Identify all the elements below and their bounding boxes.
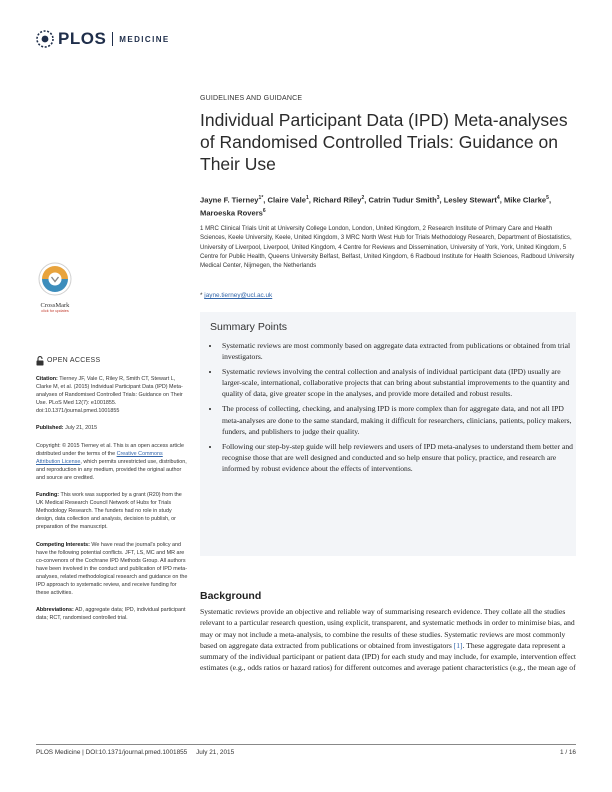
author-affiliation-marker: 4 bbox=[496, 195, 500, 201]
open-access-label: OPEN ACCESS bbox=[47, 356, 101, 364]
author-name[interactable]: Claire Vale bbox=[267, 195, 306, 205]
author-affiliation-marker: 2 bbox=[361, 195, 365, 201]
author-affiliation-marker: 6 bbox=[262, 208, 266, 215]
summary-point: • Systematic reviews are most commonly based on aggregate data extracted from publications or obtained from trial investigators. bbox=[220, 340, 576, 362]
article-metadata bbox=[36, 356, 188, 631]
published-date: July 21, 2015 bbox=[65, 425, 98, 432]
author-name[interactable]: Lesley Stewart bbox=[443, 195, 497, 205]
corresponding-email-link[interactable]: jayne.tierney@ucl.ac.uk bbox=[204, 292, 273, 299]
summary-point: • The process of collecting, checking, and analysing IPD is more complex than for aggregate data, and not all IPD meta-analyses are done to the same standard, making it difficult for researchers, clinicians, patients, policy makers, funders, and publishers to judge their quality. bbox=[220, 403, 576, 436]
competing-text: We have read the journal's policy and have the following potential conflicts. JFT, LS, MC and MR are co-convenors of the Cochrane IPD Methods Group. All authors have been involved in the conduct and publication of IPD meta-analyses, related methodological research and guidance on the IPD approach to systematic review, and receive funding for these activities. bbox=[36, 541, 188, 597]
page-number: 1 / 16 bbox=[560, 749, 576, 756]
crossmark-badge[interactable] bbox=[36, 262, 74, 313]
summary-point: • Systematic reviews involving the central collection and analysis of individual participant data (IPD) usually are larger-scale, international, collaborative projects that can bring about substantial improvements to the quantity and quality of data, give greater scope in the analyses, and provide more detailed and robust results. bbox=[220, 366, 576, 399]
abbrev-text: AD, aggregate data; IPD, individual participant data; RCT, randomised controlled trial. bbox=[36, 607, 186, 622]
published-block bbox=[36, 424, 188, 432]
corresponding-author bbox=[200, 292, 272, 299]
abbreviations-block bbox=[36, 606, 188, 622]
crossmark-sub: click for updates bbox=[41, 309, 69, 313]
funding-label: Funding: bbox=[36, 492, 60, 499]
journal-name: MEDICINE bbox=[119, 34, 170, 44]
journal-logo[interactable] bbox=[36, 30, 170, 48]
author-affiliation-marker: 5 bbox=[546, 195, 549, 201]
copyright-text-end: , which permits unrestricted use, distribution, and reproduction in any medium, provided the original author and source are credited. bbox=[36, 458, 187, 481]
abbrev-label: Abbreviations: bbox=[36, 607, 74, 614]
corresponding-marker: * bbox=[200, 292, 203, 299]
citation-text: Tierney JF, Vale C, Riley R, Smith CT, Stewart L, Clarke M, et al. (2015) Individual Participant Data (IPD) Meta-analyses of Randomised Controlled Trials: Guidance on Their Use. PLoS Med 12(7): e1001855. doi:10.1371/journal.pmed.1001855 bbox=[36, 376, 183, 415]
competing-label: Competing Interests: bbox=[36, 541, 90, 548]
author-name[interactable]: Catrin Tudur Smith bbox=[368, 195, 437, 205]
published-label: Published: bbox=[36, 425, 64, 432]
competing-interests-block bbox=[36, 541, 188, 598]
background-paragraph bbox=[200, 606, 578, 674]
reference-link[interactable]: [1] bbox=[453, 640, 463, 650]
affiliations: 1 MRC Clinical Trials Unit at University College London, London, United Kingdom, 2 Research Institute of Primary Care and Health Sciences, Keele University, Keele, United Kingdom, 3 MRC North West Hub for Trials Methodology Research, Department of Biostatistics, University of Liverpool, Liverpool, United Kingdom, 4 Centre for Reviews and Dissemination, University of York, York, United Kingdom, 5 Centre for Public Health, Queens University Belfast, Belfast, United Kingdom, 6 Radboud Institute for Health Sciences, Radboud University Medical Center, Nijmegen, the Netherlands bbox=[200, 225, 575, 270]
summary-point: • Following our step-by-step guide will help reviewers and users of IPD meta-analyses to understand them better and recognise those that are well designed and conducted and so help ensure that policy, practice, and research are informed by robust evidence about the effects of interventions. bbox=[220, 441, 576, 474]
copyright-text: Copyright: © 2015 Tierney et al. This is an open access article distributed under the terms of the bbox=[36, 442, 184, 457]
summary-list bbox=[210, 340, 576, 478]
author-list: Jayne F. Tierney$^{1*}$, Claire Vale$^1$, Richard Riley$^2$, Catrin Tudur Smith$^3$, Lesley Stewart$^4$, Mike Clarke$^5$, Maroeska Rovers$^6$ bbox=[200, 195, 552, 218]
license-link[interactable]: Creative Commons Attribution License bbox=[36, 450, 163, 465]
open-lock-icon bbox=[36, 356, 44, 366]
author-name[interactable]: Jayne F. Tierney bbox=[200, 195, 259, 205]
open-access-badge bbox=[36, 356, 188, 366]
plos-mark-icon bbox=[36, 30, 54, 48]
summary-points-box bbox=[200, 312, 576, 556]
author-affiliation-marker: 1 bbox=[305, 195, 309, 201]
background-text: Systematic reviews provide an objective and reliable way of summarising research evidence. They collate all the studies relevant to a particular research question, using explicit, transparent, and systematic methods in order to minimise bias, and may or may not include a meta-analysis, to combine the results of these studies. Systematic reviews are most commonly based on aggregate data extracted from publications or obtained from investigators bbox=[200, 607, 575, 650]
article-title: Individual Participant Data (IPD) Meta-analyses of Randomised Controlled Trials: Guidance on Their Use bbox=[200, 110, 568, 174]
copyright-block bbox=[36, 442, 188, 482]
author-name[interactable]: Mike Clarke bbox=[503, 195, 547, 205]
author-affiliation-marker: 1* bbox=[258, 195, 264, 201]
author-name[interactable]: Richard Riley bbox=[312, 195, 362, 205]
section-label: GUIDELINES AND GUIDANCE bbox=[200, 95, 303, 102]
author-affiliation-marker: 3 bbox=[436, 195, 440, 201]
logo-text: PLOS bbox=[58, 29, 107, 48]
crossmark-label: CrossMark bbox=[40, 302, 70, 309]
background-heading: Background bbox=[200, 590, 262, 602]
funding-block bbox=[36, 491, 188, 531]
summary-heading: Summary Points bbox=[210, 321, 288, 333]
footer-citation: PLOS Medicine | DOI:10.1371/journal.pmed.1001855 July 21, 2015 bbox=[36, 749, 235, 756]
author-name[interactable]: Maroeska Rovers bbox=[200, 208, 263, 218]
citation-label: Citation: bbox=[36, 376, 58, 382]
crossmark-icon bbox=[38, 262, 72, 296]
citation-block bbox=[36, 375, 188, 415]
funding-text: This work was supported by a grant (R20) from the UK Medical Research Council Network of Hubs for Trials Methodology Research. The funders had no role in study design, data collection and analysis, decision to publish, or preparation of the manuscript. bbox=[36, 492, 182, 531]
background-text-cont: . These aggregate data represent a summary of the individual participant or patient data (IPD) for each study and may include, for example, intervention effect estimates (e.g., odds ratios or hazard ratios) for different outcomes and average patient characteristics (e.g., the mean age of bbox=[200, 640, 577, 673]
footer-divider bbox=[36, 744, 576, 745]
logo-divider bbox=[112, 32, 113, 46]
